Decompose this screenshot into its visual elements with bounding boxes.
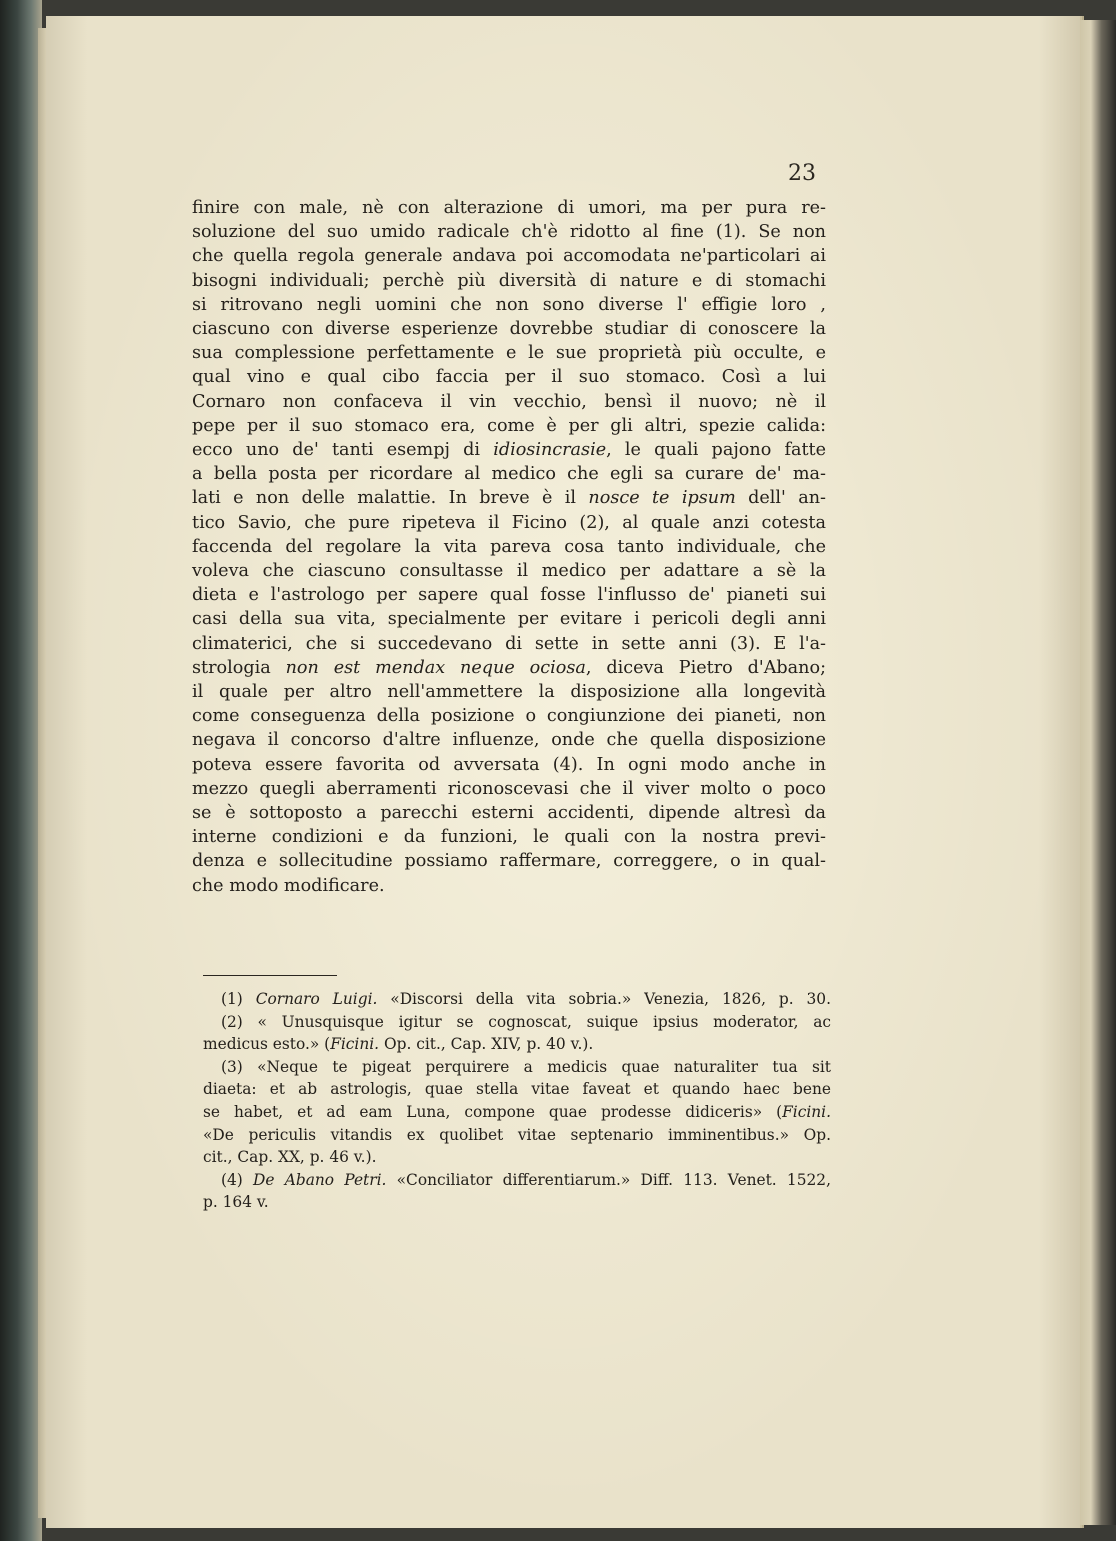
text-line — [192, 656, 826, 680]
footnote-1 — [203, 988, 831, 1011]
text-line: che modo modificare. — [192, 875, 385, 896]
footnote-4-line: p. 164 v. — [203, 1193, 269, 1212]
page-number: 23 — [788, 161, 816, 186]
text-line: bisogni individuali; perchè più diversità di nature e di stomachi — [192, 270, 826, 291]
footnote-4-line — [203, 1169, 831, 1192]
footnote-3-line: «De periculis vitandis ex quolibet vitae septenario imminentibus.» Op. — [203, 1125, 831, 1144]
text-line: tico Savio, che pure ripeteva il Ficino (2), al quale anzi cotesta — [192, 512, 826, 533]
text-segment: ecco uno de' tanti esempj di — [192, 440, 481, 461]
footnote-marker: (4) — [221, 1170, 243, 1189]
italic-term: nosce te ipsum — [588, 488, 736, 509]
text-line: climaterici, che si succedevano di sette in sette anni (3). E l'a- — [192, 633, 826, 654]
footnote-3-line — [203, 1101, 831, 1124]
text-line: poteva essere favorita od avversata (4). In ogni modo anche in — [192, 754, 826, 775]
text-line: voleva che ciascuno consultasse il medico per adattare a sè la — [192, 561, 826, 582]
text-segment: , le quali pajono fatte — [606, 440, 826, 461]
footnote-text: se habet, et ad eam Luna, compone quae prodesse didiceris» ( — [203, 1102, 783, 1121]
body-text — [192, 196, 826, 898]
footnote-3-line: diaeta: et ab astrologis, quae stella vitae faveat et quando haec bene — [203, 1080, 831, 1099]
text-line: Cornaro non confaceva il vin vecchio, bensì il nuovo; nè il — [192, 391, 826, 412]
text-line: qual vino e qual cibo faccia per il suo stomaco. Così a lui — [192, 367, 826, 388]
text-line: il quale per altro nell'ammettere la disposizione alla longevità — [192, 682, 826, 703]
text-line: se è sottoposto a parecchi esterni accidenti, dipende altresì da — [192, 803, 826, 824]
text-line: si ritrovano negli uomini che non sono diverse l' effigie loro , — [192, 294, 826, 315]
text-line: interne condizioni e da funzioni, le quali con la nostra previ- — [192, 827, 826, 848]
text-line: dieta e l'astrologo per sapere qual fosse l'influsso de' pianeti sui — [192, 585, 826, 606]
text-line: pepe per il suo stomaco era, come è per gli altri, spezie calida: — [192, 415, 826, 436]
text-line: finire con male, nè con alterazione di umori, ma per pura re- — [192, 198, 826, 218]
text-line: casi della sua vita, specialmente per evitare i pericoli degli anni — [192, 609, 826, 630]
footnote-text: Op. cit., Cap. XIV, p. 40 v.). — [379, 1035, 594, 1054]
text-segment: lati e non delle malattie. In breve è il — [192, 488, 577, 509]
footnote-rule — [203, 975, 337, 976]
text-segment: strologia — [192, 657, 271, 678]
text-segment: dell' an- — [748, 488, 827, 509]
footnote-text: «Conciliator differentiarum.» Diff. 113. Venet. 1522, — [396, 1170, 831, 1189]
book-spine — [0, 0, 42, 1541]
text-line: come conseguenza della posizione o congiunzione dei pianeti, non — [192, 706, 826, 727]
footnote-3-line: (3) «Neque te pigeat perquirere a medicis quae naturaliter tua sit — [221, 1057, 831, 1076]
footnote-text: «Discorsi della vita sobria.» Venezia, 1826, p. 30. — [390, 990, 831, 1008]
text-line: sua complessione perfettamente e le sue proprietà più occulte, e — [192, 343, 826, 364]
footnote-author: Cornaro Luigi. — [255, 990, 378, 1008]
text-line: a bella posta per ricordare al medico che egli sa curare de' ma- — [192, 464, 826, 485]
italic-term: idiosincrasie — [493, 440, 607, 461]
text-line: che quella regola generale andava poi accomodata ne'particolari ai — [192, 246, 826, 267]
text-line — [192, 438, 826, 462]
text-segment: , diceva Pietro d'Abano; — [585, 657, 827, 678]
footnote-2-line — [203, 1033, 831, 1056]
footnote-marker: (1) — [221, 990, 243, 1008]
right-page-edges — [1080, 20, 1116, 1525]
text-line: soluzione del suo umido radicale ch'è ridotto al fine (1). Se non — [192, 222, 826, 243]
text-line: mezzo quegli aberramenti riconoscevasi che il viver molto o poco — [192, 778, 826, 799]
footnote-3-line: cit., Cap. XX, p. 46 v.). — [203, 1148, 377, 1167]
text-line: denza e sollecitudine possiamo raffermare, correggere, o in qual- — [192, 851, 826, 872]
italic-term: non est mendax neque ociosa — [285, 657, 586, 678]
text-line: negava il concorso d'altre influenze, onde che quella disposizione — [192, 730, 826, 751]
footnote-author: Ficini. — [782, 1102, 831, 1121]
text-line — [192, 486, 826, 510]
footnotes — [203, 988, 831, 1214]
footnote-author: De Abano Petri. — [253, 1170, 387, 1189]
text-line: faccenda del regolare la vita pareva cosa tanto individuale, che — [192, 536, 826, 557]
footnote-text: medicus esto.» ( — [203, 1035, 331, 1054]
footnote-author: Ficini. — [330, 1035, 380, 1054]
text-line: ciascuno con diverse esperienze dovrebbe studiar di conoscere la — [192, 319, 826, 340]
footnote-2-line: (2) « Unusquisque igitur se cognoscat, suique ipsius moderator, ac — [221, 1012, 831, 1031]
